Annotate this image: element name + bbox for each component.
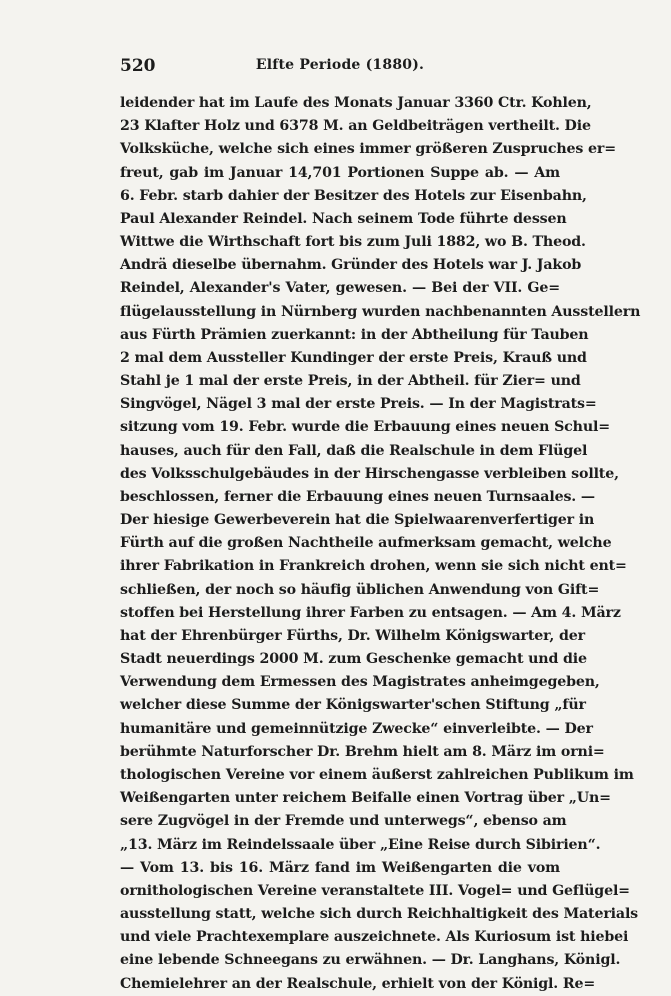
text-line: 23 Klafter Holz und 6378 M. an Geldbeiträgen vertheilt. Die (120, 118, 591, 135)
text-line: welcher diese Summe der Königswarter'schen Stiftung „für (120, 697, 586, 714)
text-line: stoffen bei Herstellung ihrer Farben zu entsagen. — Am 4. März (120, 604, 621, 621)
text-line: Verwendung dem Ermessen des Magistrates anheimgegeben, (120, 674, 600, 691)
text-line: beschlossen, ferner die Erbauung eines neuen Turnsaales. — (120, 488, 595, 505)
text-line: Wittwe die Wirthschaft fort bis zum Juli 1882, wo B. Theod. (120, 234, 586, 251)
page-header (120, 56, 560, 78)
text-line: Chemielehrer an der Realschule, erhielt von der Königl. Re= (120, 975, 596, 992)
text-line: Andrä dieselbe übernahm. Gründer des Hotels war J. Jakob (120, 257, 582, 274)
text-line: ihrer Fabrikation in Frankreich drohen, wenn sie sich nicht ent= (120, 558, 627, 575)
text-line: thologischen Vereine vor einem äußerst zahlreichen Publikum im (120, 766, 634, 783)
text-line: humanitäre und gemeinnützige Zwecke“ einverleibte. — Der (120, 720, 593, 737)
text-line: flügelausstellung in Nürnberg wurden nachbenannten Ausstellern (120, 303, 641, 320)
text-line: hauses, auch für den Fall, daß die Realschule in dem Flügel (120, 442, 588, 459)
text-line: Fürth auf die großen Nachtheile aufmerksam gemacht, welche (120, 535, 612, 552)
text-line: Der hiesige Gewerbeverein hat die Spielwaarenverfertiger in (120, 512, 595, 529)
text-line: freut, gab im Januar 14,701 Portionen Suppe ab. — Am (120, 164, 560, 181)
text-line: aus Fürth Prämien zuerkannt: in der Abtheilung für Tauben (120, 326, 589, 343)
text-line: Reindel, Alexander's Vater, gewesen. — Bei der VII. Ge= (120, 280, 560, 297)
text-line: Volksküche, welche sich eines immer größeren Zuspruches er= (120, 141, 616, 158)
text-line: schließen, der noch so häufig üblichen Anwendung von Gift= (120, 581, 600, 598)
text-line: 2 mal dem Aussteller Kundinger der erste Preis, Krauß und (120, 349, 587, 366)
page-number: 520 (120, 56, 156, 76)
text-line: Singvögel, Nägel 3 mal der erste Preis. — In der Magistrats= (120, 396, 597, 413)
text-line: leidender hat im Laufe des Monats Januar 3360 Ctr. Kohlen, (120, 95, 592, 111)
text-line: des Volksschulgebäudes in der Hirschengasse verbleiben sollte, (120, 465, 619, 482)
text-line: — Vom 13. bis 16. März fand im Weißengarten die vom (120, 859, 560, 876)
text-line: „13. März im Reindelssaale über „Eine Reise durch Sibirien“. (120, 836, 601, 853)
body-text (120, 92, 641, 996)
text-line: berühmte Naturforscher Dr. Brehm hielt am 8. März im orni= (120, 743, 605, 760)
text-line: ausstellung statt, welche sich durch Reichhaltigkeit des Materials (120, 906, 639, 923)
text-line: sitzung vom 19. Febr. wurde die Erbauung eines neuen Schul= (120, 419, 610, 436)
text-line: Stadt neuerdings 2000 M. zum Geschenke gemacht und die (120, 651, 587, 668)
text-line: sere Zugvögel in der Fremde und unterwegs“, ebenso am (120, 813, 567, 830)
text-line: hat der Ehrenbürger Fürths, Dr. Wilhelm Königswarter, der (120, 627, 585, 644)
text-line: 6. Febr. starb dahier der Besitzer des Hotels zur Eisenbahn, (120, 187, 587, 204)
text-line: und viele Prachtexemplare auszeichnete. Als Kuriosum ist hiebei (120, 929, 629, 946)
text-line: Paul Alexander Reindel. Nach seinem Tode führte dessen (120, 210, 567, 227)
text-line: ornithologischen Vereine veranstaltete III. Vogel= und Geflügel= (120, 882, 630, 899)
text-line: eine lebende Schneegans zu erwähnen. — Dr. Langhans, Königl. (120, 952, 621, 969)
running-head: Elfte Periode (1880). (255, 57, 425, 73)
text-line: Weißengarten unter reichem Beifalle einen Vortrag über „Un= (120, 790, 611, 807)
text-line: Stahl je 1 mal der erste Preis, in der Abtheil. für Zier= und (120, 373, 581, 390)
